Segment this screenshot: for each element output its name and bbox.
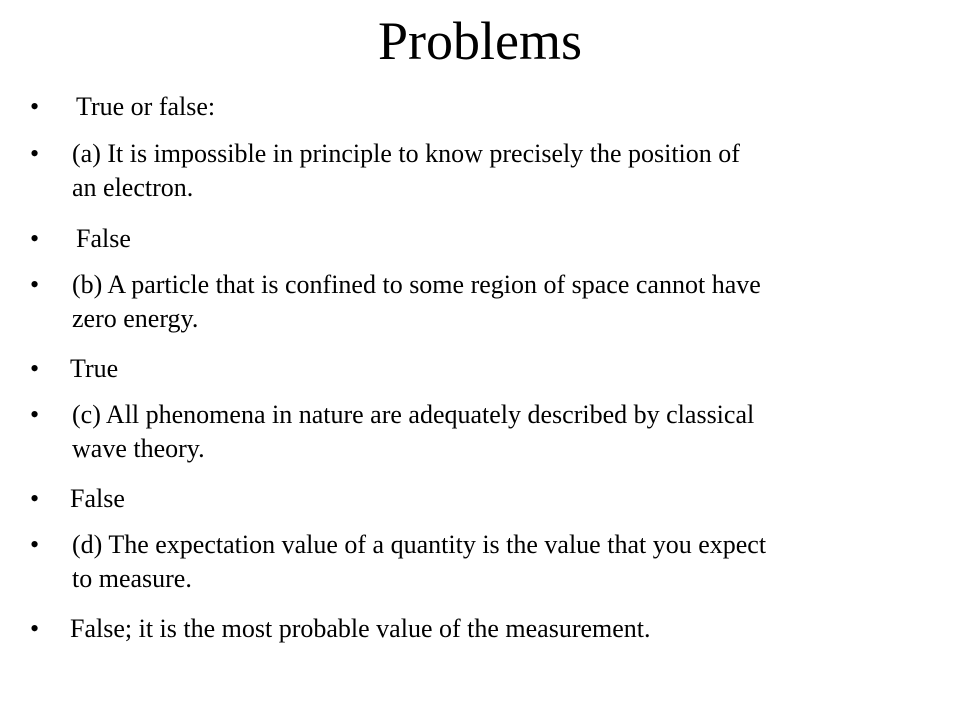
- bullet-text: False: [76, 224, 131, 253]
- bullet-text: True or false:: [76, 92, 216, 121]
- bullet-dot: •: [30, 484, 40, 513]
- slide-title: Problems: [377, 11, 582, 71]
- bullet-text: (c) All phenomena in nature are adequately described by classical wave theory.: [72, 400, 755, 463]
- bullet-dot: •: [30, 270, 40, 299]
- bullet-dot: •: [30, 92, 40, 121]
- bullet-dot: •: [30, 224, 40, 253]
- bullet-text: (d) The expectation value of a quantity is the value that you expect to measure.: [72, 530, 767, 593]
- bullet-dot: •: [30, 354, 40, 383]
- bullet-text: True: [70, 354, 119, 383]
- bullet-text: (b) A particle that is confined to some region of space cannot have zero energy.: [72, 270, 761, 333]
- bullet-dot: •: [30, 530, 40, 559]
- bullet-text: False; it is the most probable value of the measurement.: [70, 614, 651, 643]
- bullet-dot: •: [30, 139, 40, 168]
- bullet-text: False: [70, 484, 125, 513]
- bullet-dot: •: [30, 400, 40, 429]
- bullet-dot: •: [30, 614, 40, 643]
- bullet-text: (a) It is impossible in principle to know precisely the position of an electron.: [72, 139, 740, 202]
